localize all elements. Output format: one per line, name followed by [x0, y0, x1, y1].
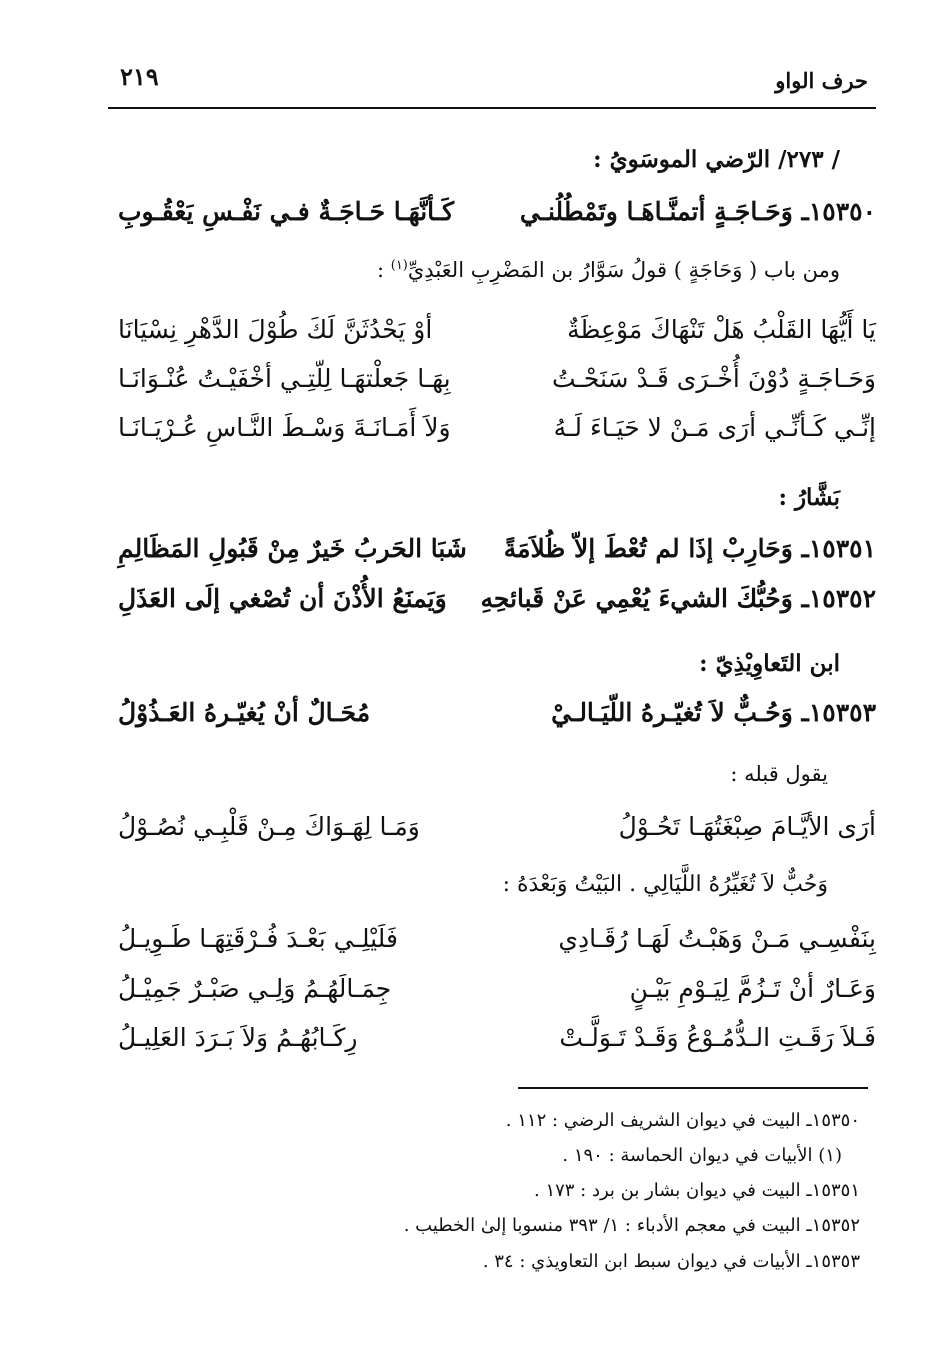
verse-first-hemistich: يَا أَيُّهَا القَلْبُ هَلْ تَنْهَاكَ مَوْعِظَةٌ [567, 315, 876, 344]
footnote-15352: ١٥٣٥٢ـ البيت في معجم الأدباء : ١/ ٣٩٣ منسوبا إلىٰ الخطيب . [403, 1215, 860, 1236]
verse-second-hemistich: كَـأنَّهَـا حَـاجَـةٌ فـي نَفْـسِ يَعْقُـوبِ [118, 197, 455, 226]
chapter-title: حرف الواو [775, 68, 868, 93]
verse-number: ١٥٣٥٣ـ [801, 698, 876, 727]
after-verse-2 [118, 974, 876, 1018]
after-verse-3 [118, 1023, 876, 1067]
poet-heading-taawidhi: ابن التَعاوِيْذِيّ : [699, 650, 840, 677]
verse-second-hemistich: جِمَـالَهُـمُ وَلِـي صَبْـرٌ جَمِيْـلُ [118, 974, 392, 1003]
verse-first-hemistich: أرَى الأيَّـامَ صِبْغَتُهَـا تَحُـوْلُ [618, 812, 876, 841]
verse-15352 [118, 584, 876, 628]
verse-first-text: وَحُبُّكَ الشيءَ يُعْمِي عَنْ قَبائحِهِ [480, 584, 793, 613]
verse-first-hemistich [520, 197, 876, 226]
verse-number: ١٥٣٥٠ـ [801, 197, 876, 226]
after-verse-1 [118, 924, 876, 968]
verse-second-hemistich: أوْ يَحْدُثَنَّ لَكَ طُوْلَ الدَّهْرِ نِسْيَانَا [118, 315, 433, 344]
verse-first-hemistich: وَعَـارٌ أنْ تَـزُمَّ لِيَـوْمِ بَيْـنٍ [629, 974, 876, 1003]
poet-heading-radi: / ٢٧٣/ الرّضي الموسَويُ : [593, 146, 840, 173]
verse-first-hemistich: فَـلاَ رَقَـتِ الـدُّمُـوْعُ وَقَـدْ تَـوَلَّـتْ [559, 1023, 876, 1052]
quoted-verse-2 [118, 364, 876, 408]
footnote-1: (١) الأبيات في ديوان الحماسة : ١٩٠ . [562, 1145, 842, 1166]
intro-note [377, 258, 840, 282]
verse-15353 [118, 698, 876, 742]
footnote-15350: ١٥٣٥٠ـ البيت في ديوان الشريف الرضي : ١١٢ . [505, 1110, 860, 1131]
page-number: ٢١٩ [120, 62, 159, 91]
verse-first-text: وَحُـبٌّ لاَ تُغيّـرهُ اللّيَـالـيْ [551, 698, 793, 727]
quoted-verse-1 [118, 315, 876, 359]
verse-second-hemistich: وَيَمنَعُ الأُذْنَ أن تُصْغي إلَى العَذَلِ [118, 584, 447, 613]
verse-second-hemistich: شَبَا الحَربُ خَيرٌ مِنْ قَبُولِ المَظَالِمِ [118, 534, 467, 563]
after-label: وَحُبٌّ لاَ تُغَيِّرُهُ اللَّيَالِي . البَيْتُ وَبَعْدَهُ : [502, 872, 828, 897]
verse-number: ١٥٣٥١ـ [801, 534, 876, 563]
verse-first-hemistich: بِنَفْسِـي مَـنْ وَهَبْـتُ لَهَـا رُقَـادِي [558, 924, 876, 953]
verse-first-text: وَحَارِبْ إذَا لم تُعْطَ إلاّ ظُلاَمَةً [503, 534, 793, 563]
verse-15351 [118, 534, 876, 578]
verse-first-hemistich: إنِّـي كَـأنِّـي أرَى مَـنْ لا حَيَـاءَ لَـهُ [553, 413, 876, 442]
verse-first-text: وَحَـاجَـةٍ أتمنَّـاهَـا وتَمْطُلُنـي [519, 197, 793, 226]
intro-note-text: ومن باب ( وَحَاجَةٍ ) قولُ سَوَّارُ بن المَضْرِبِ العَبْدِيِّ [407, 258, 840, 282]
verse-second-hemistich: وَلاَ أَمَـانَـةَ وَسْـطَ النَّـاسِ عُـرْيَـانَـا [118, 413, 451, 442]
verse-second-hemistich: بِهَـا جَعلْتهَـا لِلّتِـي أخْفَيْـتُ عُنْـوَانَـا [118, 364, 451, 393]
verse-second-hemistich: رِكَـابُهُـمُ وَلاَ بَـرَدَ العَلِيـلُ [118, 1023, 358, 1052]
footnote-ref: (١) [390, 258, 408, 273]
footnote-15353: ١٥٣٥٣ـ الأبيات في ديوان سبط ابن التعاويذي : ٣٤ . [482, 1251, 860, 1272]
verse-second-hemistich: وَمَـا لِهَـوَاكَ مِـنْ قَلْبِـي نُصُـوْلُ [118, 812, 420, 841]
verse-15350 [118, 197, 876, 241]
verse-second-hemistich: فَلَيْلِـي بَعْـدَ فُـرْقَتِهَـا طَـوِيـلُ [118, 924, 398, 953]
intro-note-end: : [376, 258, 391, 282]
footnote-15351: ١٥٣٥١ـ البيت في ديوان بشار بن برد : ١٧٣ . [533, 1180, 860, 1201]
header-divider [108, 107, 876, 109]
verse-second-hemistich: مُحَـالٌ أنْ يُغيّـرهُ العَـذُوْلُ [118, 698, 371, 727]
quoted-verse-3 [118, 413, 876, 457]
verse-first-hemistich [504, 534, 876, 563]
verse-number: ١٥٣٥٢ـ [801, 584, 876, 613]
before-label: يقول قبله : [730, 762, 828, 786]
verse-first-hemistich [551, 698, 876, 727]
verse-first-hemistich [481, 584, 876, 613]
footnote-divider [518, 1087, 868, 1089]
before-verse [118, 812, 876, 856]
poet-heading-bashar: بَشَّارُ : [778, 484, 840, 511]
verse-first-hemistich: وَحَـاجَـةٍ دُوْنَ أُخْـرَى قَـدْ سَنَحْـتُ [552, 364, 876, 393]
page-header [108, 60, 868, 100]
